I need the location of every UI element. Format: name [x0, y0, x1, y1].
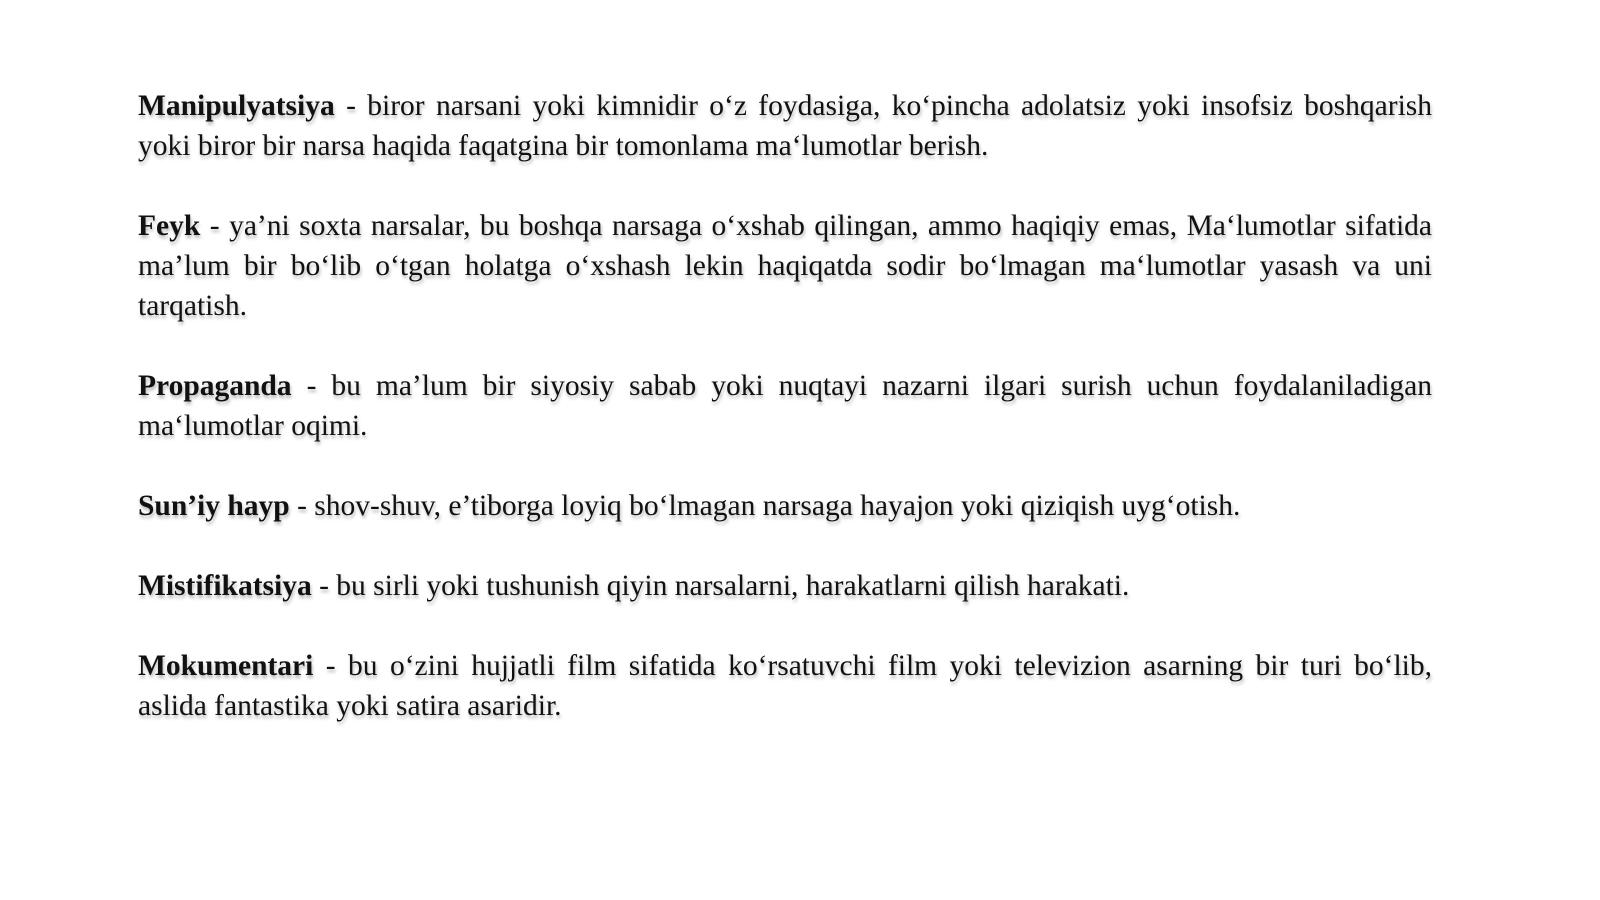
definitions-list: [138, 86, 1432, 766]
definition-text: - bu sirli yoki tushunish qiyin narsalarni, harakatlarni qilish harakati.: [311, 570, 1130, 602]
definition-feyk: [138, 206, 1432, 326]
definition-term: Mistifikatsiya: [138, 570, 312, 602]
definition-term: Sun’iy hayp: [138, 490, 290, 522]
definition-term: Mokumentari: [138, 650, 314, 682]
definition-mistifikatsiya: [138, 566, 1432, 606]
definition-text: - biror narsani yoki kimnidir oʻz foydasiga, koʻpincha adolatsiz yoki insofsiz boshqarish yoki biror bir narsa haqida faqatgina bir tomonlama maʻlumotlar berish.: [138, 90, 1432, 162]
definition-text: - bu oʻzini hujjatli film sifatida koʻrsatuvchi film yoki televizion asarning bir turi boʻlib, aslida fantastika yoki satira asaridir.: [138, 650, 1432, 722]
definition-text: - shov-shuv, e’tiborga loyiq boʻlmagan narsaga hayajon yoki qiziqish uygʻotish.: [289, 490, 1241, 522]
definition-manipulyatsiya: [138, 86, 1432, 166]
definition-propaganda: [138, 366, 1432, 446]
definition-text: - ya’ni soxta narsalar, bu boshqa narsaga oʻxshab qilingan, ammo haqiqiy emas, Maʻlumotlar sifatida ma’lum bir boʻlib oʻtgan holatga oʻxshash lekin haqiqatda sodir boʻlmagan maʻlumotlar yasash va uni tarqatish.: [138, 210, 1432, 322]
definition-suniy-hayp: [138, 486, 1432, 526]
definition-text: - bu ma’lum bir siyosiy sabab yoki nuqtayi nazarni ilgari surish uchun foydalaniladigan maʻlumotlar oqimi.: [138, 370, 1432, 442]
definition-term: Propaganda: [138, 370, 292, 402]
definition-mokumentari: [138, 646, 1432, 726]
definition-term: Feyk: [138, 210, 201, 242]
definition-term: Manipulyatsiya: [138, 90, 335, 122]
